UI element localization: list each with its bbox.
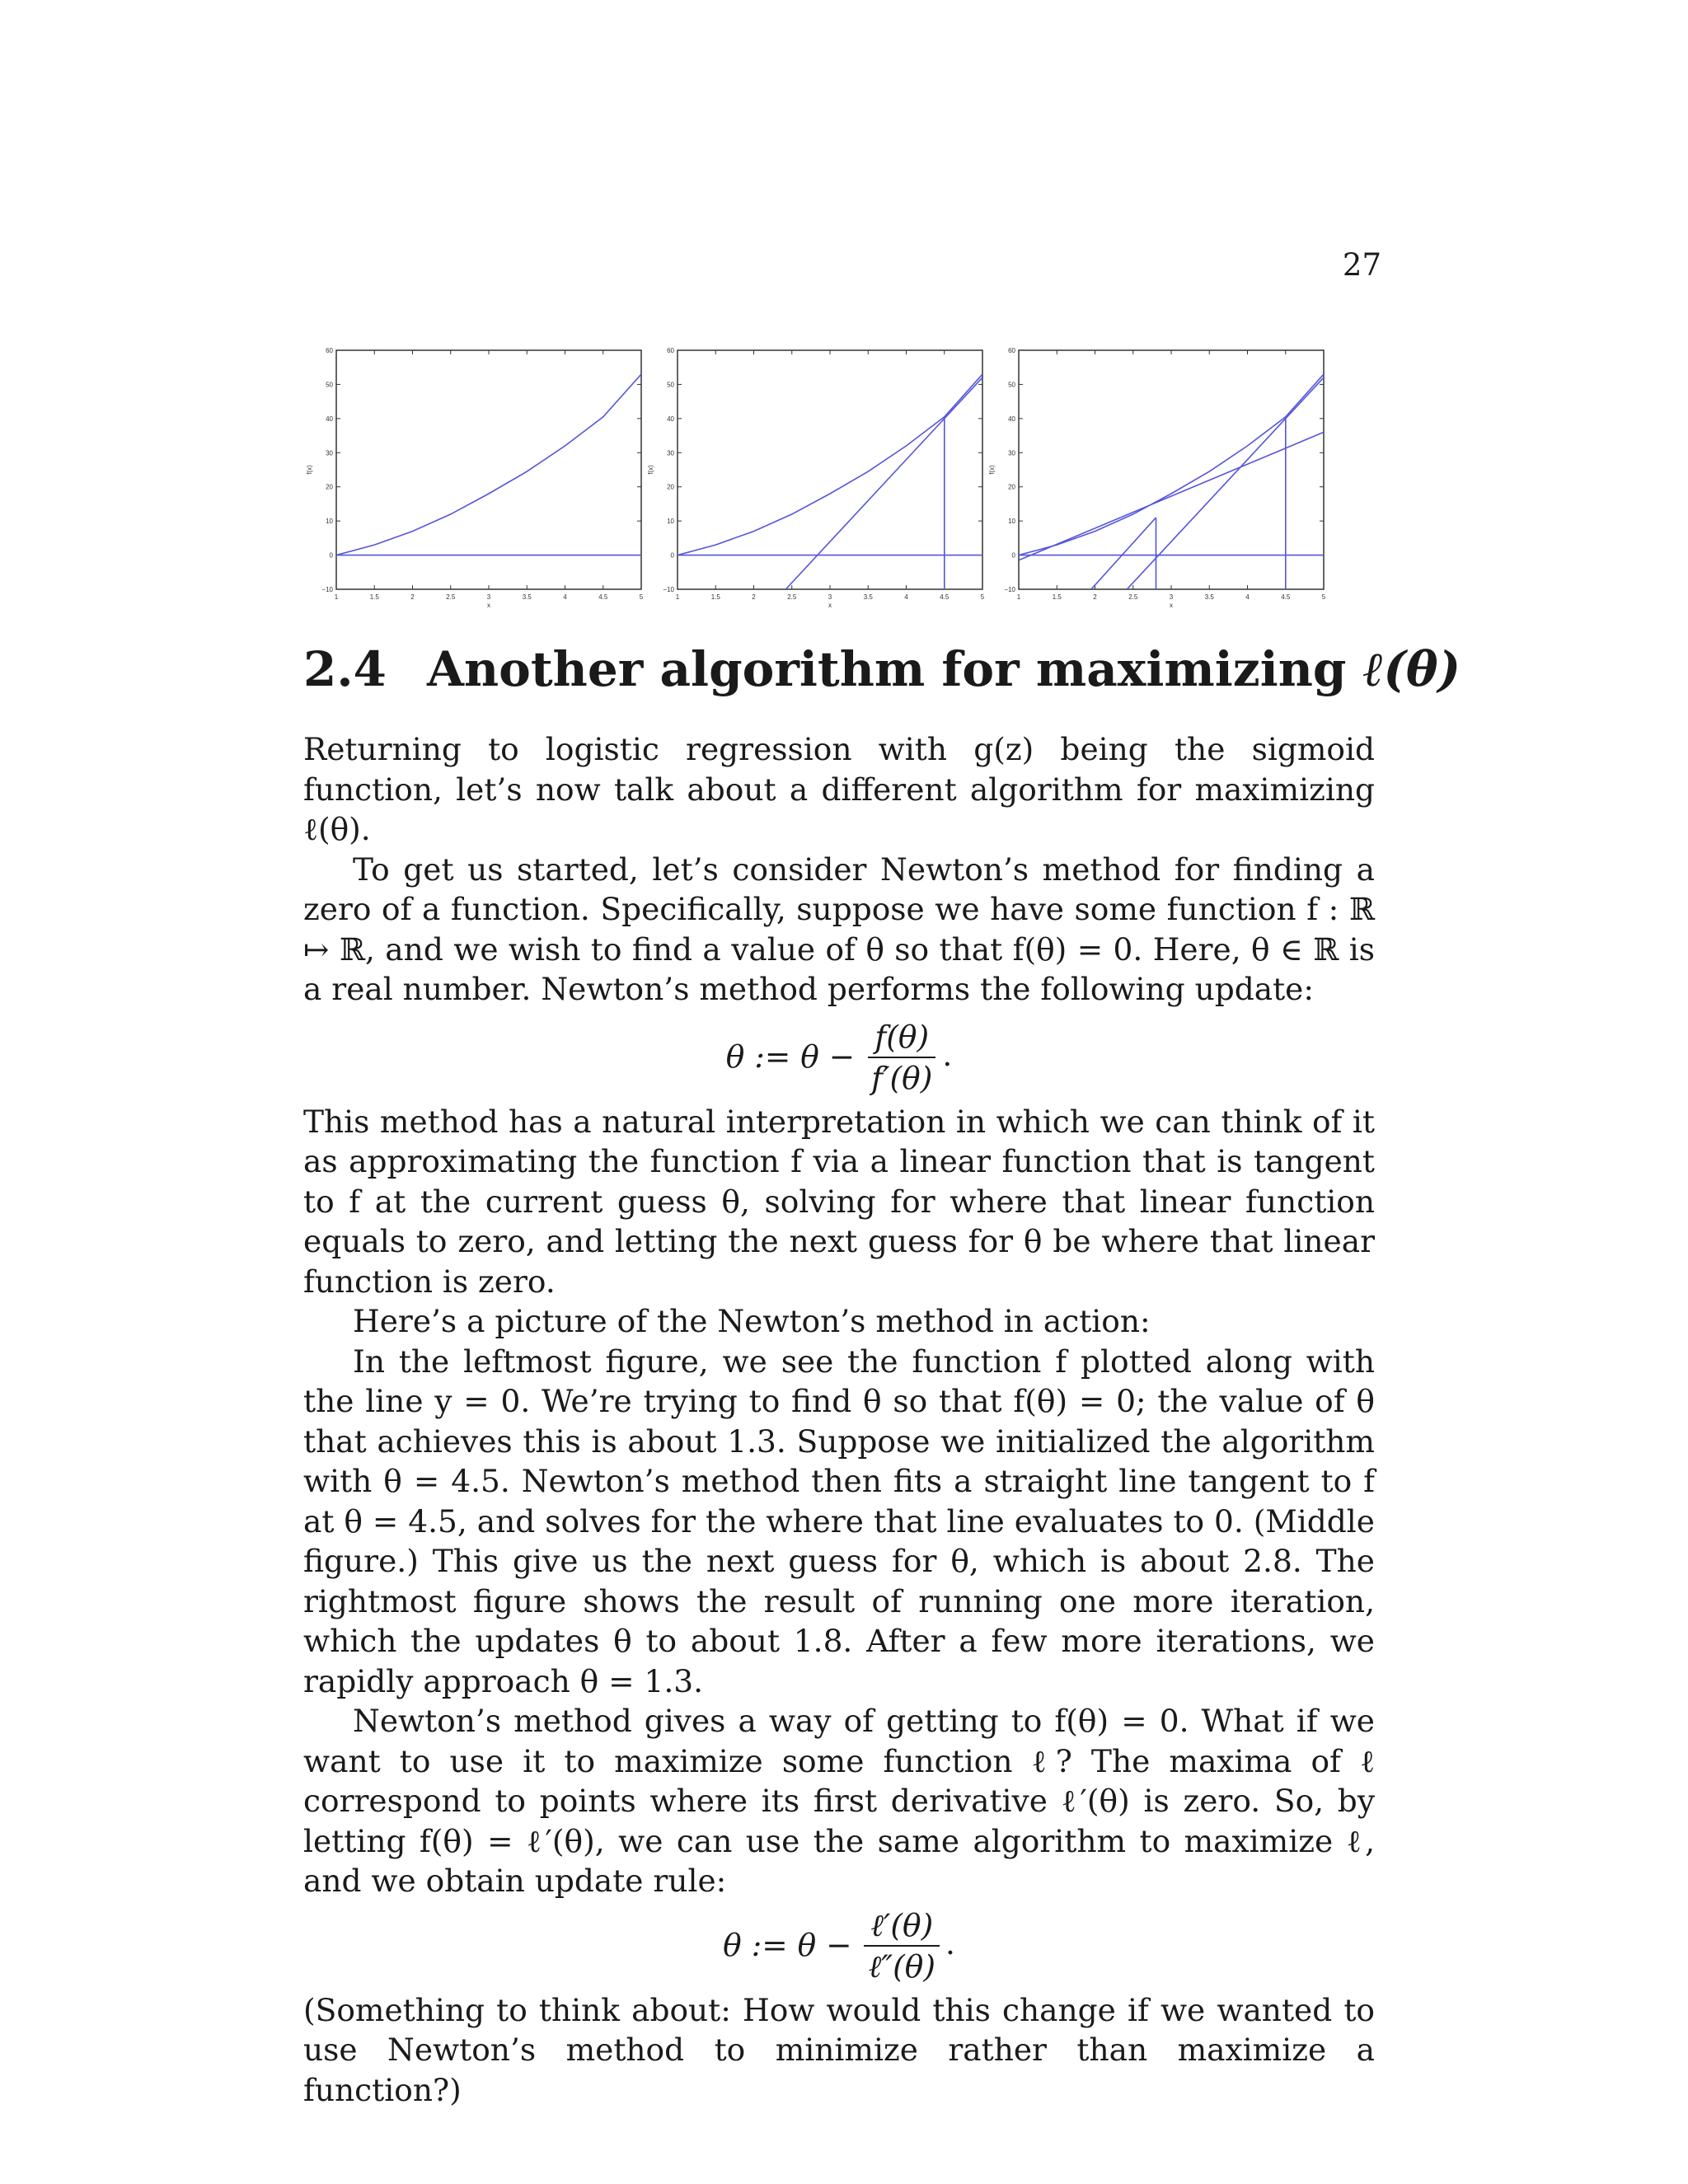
y-tick-label: 20 bbox=[326, 483, 333, 491]
page-number: 27 bbox=[1342, 247, 1381, 283]
plot-left-svg bbox=[303, 342, 649, 614]
x-tick-label: 1.5 bbox=[1052, 593, 1062, 601]
plot-right bbox=[986, 342, 1332, 614]
x-tick-label: 4.5 bbox=[1281, 593, 1291, 601]
equation-2-fraction bbox=[862, 1907, 942, 1985]
x-tick-label: 4 bbox=[904, 593, 908, 601]
equation-2-period: . bbox=[945, 1925, 955, 1961]
section-heading bbox=[303, 641, 1461, 697]
x-axis-label: x bbox=[828, 602, 832, 609]
x-tick-label: 1 bbox=[1016, 593, 1021, 601]
plot-right-svg bbox=[986, 342, 1332, 614]
plot-axes-frame bbox=[336, 350, 641, 589]
x-tick-label: 1 bbox=[675, 593, 680, 601]
y-tick-label: 20 bbox=[1008, 483, 1015, 491]
equation-1-period: . bbox=[942, 1037, 953, 1073]
x-tick-label: 3 bbox=[828, 593, 832, 601]
x-tick-label: 3.5 bbox=[863, 593, 873, 601]
y-tick-label: 40 bbox=[667, 415, 674, 423]
plot-middle-svg bbox=[645, 342, 991, 614]
equation-1-lhs: θ := θ − bbox=[725, 1038, 856, 1076]
body-text bbox=[303, 729, 1375, 2110]
y-tick-label: −10 bbox=[1004, 586, 1015, 593]
y-axis-label: f(x) bbox=[306, 465, 313, 475]
y-tick-label: 0 bbox=[329, 551, 333, 560]
y-tick-label: 10 bbox=[1008, 518, 1015, 526]
section-title-math: ℓ(θ) bbox=[1362, 641, 1461, 697]
x-axis-label: x bbox=[1170, 602, 1173, 609]
x-tick-label: 2.5 bbox=[1128, 593, 1138, 601]
x-tick-label: 5 bbox=[639, 593, 644, 601]
x-tick-label: 2 bbox=[410, 593, 415, 601]
equation-1-fraction bbox=[865, 1019, 939, 1096]
y-axis-label: f(x) bbox=[647, 465, 654, 475]
section-title: Another algorithm for maximizing bbox=[427, 641, 1347, 697]
x-tick-label: 4 bbox=[1245, 593, 1250, 601]
y-tick-label: 60 bbox=[326, 347, 333, 354]
x-tick-label: 4 bbox=[563, 593, 567, 601]
equation-1-denominator: f′(θ) bbox=[871, 1059, 933, 1096]
function-curve bbox=[1019, 374, 1324, 555]
x-tick-label: 1 bbox=[334, 593, 339, 601]
y-tick-label: 20 bbox=[667, 483, 674, 491]
equation-2-lhs: θ := θ − bbox=[723, 1927, 852, 1964]
y-tick-label: 60 bbox=[1008, 347, 1015, 354]
x-tick-label: 3.5 bbox=[1204, 593, 1214, 601]
x-tick-label: 4.5 bbox=[598, 593, 608, 601]
plot-left bbox=[303, 342, 649, 614]
equation-1-numerator: f(θ) bbox=[868, 1019, 935, 1058]
x-axis-label: x bbox=[487, 602, 490, 609]
x-tick-label: 3.5 bbox=[522, 593, 532, 601]
x-tick-label: 1.5 bbox=[710, 593, 720, 601]
y-tick-label: 50 bbox=[1008, 381, 1015, 389]
equation-2-denominator: ℓ″(θ) bbox=[868, 1947, 935, 1985]
y-tick-label: 40 bbox=[326, 415, 333, 423]
series-line bbox=[785, 377, 982, 589]
paragraph-1: Returning to logistic regression with g(z) being the sigmoid function, let’s now talk about a different algorithm for maximizing ℓ(θ). bbox=[303, 731, 1375, 847]
x-tick-label: 2 bbox=[752, 593, 756, 601]
y-tick-label: 50 bbox=[667, 381, 674, 389]
x-tick-label: 3 bbox=[1169, 593, 1174, 601]
paragraph-7: (Something to think about: How would this change if we wanted to use Newton’s method to minimize rather than maximize a function?) bbox=[303, 1991, 1375, 2108]
x-tick-label: 5 bbox=[980, 593, 985, 601]
paragraph-4: Here’s a picture of the Newton’s method in action: bbox=[353, 1303, 1151, 1339]
y-tick-label: 0 bbox=[1011, 551, 1015, 560]
y-tick-label: −10 bbox=[321, 586, 333, 593]
y-tick-label: 40 bbox=[1008, 415, 1015, 423]
function-curve bbox=[678, 374, 982, 555]
x-tick-label: 4.5 bbox=[940, 593, 950, 601]
paragraph-5: In the leftmost figure, we see the function f plotted along with the line y = 0. We’re trying to find θ so that f(θ) = 0; the value of θ that achieves this is about 1.3. Suppose we initialized the algorithm with θ = 4.5. Newton’s method then fits a straight line tangent to f at θ = 4.5, and solves for the where that line evaluates to 0. (Middle figure.) This give us the next guess for θ, which is about 2.8. The rightmost figure shows the result of running one more iteration, which the updates θ to about 1.8. After a few more iterations, we rapidly approach θ = 1.3. bbox=[303, 1343, 1375, 1699]
x-tick-label: 5 bbox=[1321, 593, 1326, 601]
y-axis-label: f(x) bbox=[988, 465, 996, 475]
newton-method-figures bbox=[303, 342, 1365, 614]
plot-middle bbox=[645, 342, 991, 614]
y-tick-label: −10 bbox=[663, 586, 674, 593]
y-tick-label: 50 bbox=[326, 381, 333, 389]
y-tick-label: 30 bbox=[326, 449, 333, 457]
x-tick-label: 2.5 bbox=[787, 593, 797, 601]
equation-newton-update bbox=[303, 1013, 1375, 1102]
plot-axes-frame bbox=[678, 350, 982, 589]
y-tick-label: 30 bbox=[667, 449, 674, 457]
x-tick-label: 1.5 bbox=[369, 593, 379, 601]
y-tick-label: 10 bbox=[667, 518, 674, 526]
function-curve bbox=[336, 374, 641, 555]
equation-maximize-update bbox=[303, 1901, 1375, 1990]
equation-2-numerator: ℓ′(θ) bbox=[864, 1907, 940, 1947]
plot-axes-frame bbox=[1019, 350, 1324, 589]
paragraph-6: Newton’s method gives a way of getting to f(θ) = 0. What if we want to use it to maximize some function ℓ? The maxima of ℓ correspond to points where its first derivative ℓ′(θ) is zero. So, by letting f(θ) = ℓ′(θ), we can use the same algorithm to maximize ℓ, and we obtain update rule: bbox=[303, 1703, 1375, 1899]
section-number: 2.4 bbox=[303, 641, 387, 697]
paragraph-2: To get us started, let’s consider Newton’s method for finding a zero of a function. Specifically, suppose we have some function f : ℝ ↦ ℝ, and we wish to find a value of θ so that f(θ) = 0. Here, θ ∈ ℝ is a real number. Newton’s method performs the following update: bbox=[303, 851, 1375, 1007]
x-tick-label: 2 bbox=[1093, 593, 1097, 601]
x-tick-label: 2.5 bbox=[446, 593, 456, 601]
paragraph-3: This method has a natural interpretation in which we can think of it as approximating the function f via a linear function that is tangent to f at the current guess θ, solving for where that linear function equals to zero, and letting the next guess for θ be where that linear function is zero. bbox=[303, 1103, 1375, 1300]
y-tick-label: 60 bbox=[667, 347, 674, 354]
y-tick-label: 0 bbox=[670, 551, 674, 560]
y-tick-label: 10 bbox=[326, 518, 333, 526]
x-tick-label: 3 bbox=[486, 593, 491, 601]
y-tick-label: 30 bbox=[1008, 449, 1015, 457]
